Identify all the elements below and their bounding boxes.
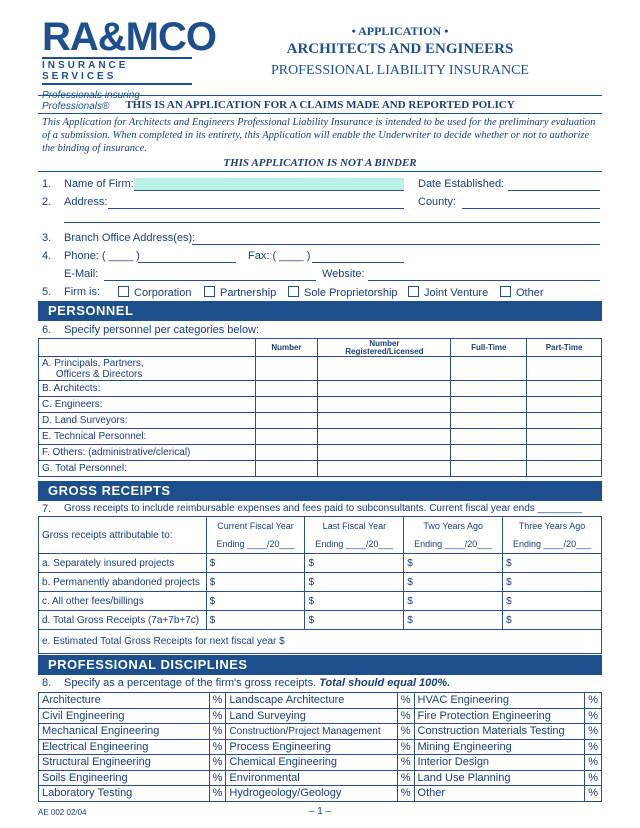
gross-receipts-table <box>38 516 602 654</box>
q4-number: 4. <box>42 250 52 262</box>
logo-wordmark: RA&MCO <box>42 15 216 59</box>
amount-cell[interactable]: $ <box>404 611 503 630</box>
fax-label: Fax: ( ____ ) <box>248 250 311 262</box>
amount-cell[interactable]: $ <box>503 573 602 592</box>
discipline-label: Landscape Architecture <box>226 693 397 709</box>
input-cell[interactable] <box>318 445 451 461</box>
checkbox-icon <box>500 286 511 297</box>
row-label: a. Separately insured projects <box>39 554 207 573</box>
page-number: – 1 – <box>308 806 332 817</box>
checkbox-icon <box>408 286 419 297</box>
percent-cell[interactable]: % <box>209 786 226 802</box>
percent-cell[interactable]: % <box>585 755 602 771</box>
branch-office-field[interactable] <box>192 244 600 245</box>
personnel-table <box>38 338 602 477</box>
discipline-label: Structural Engineering <box>39 755 210 771</box>
binder-divider <box>38 171 602 172</box>
percent-cell[interactable]: % <box>585 724 602 740</box>
discipline-label: Fire Protection Engineering <box>414 708 585 724</box>
header-divider <box>38 95 602 96</box>
checkbox-icon <box>204 286 215 297</box>
q7-number: 7. <box>42 503 52 515</box>
website-field[interactable] <box>368 280 600 281</box>
date-established-field[interactable] <box>508 190 600 191</box>
checkbox-icon <box>118 286 129 297</box>
input-cell[interactable] <box>451 397 527 413</box>
table-row <box>39 592 602 611</box>
input-cell[interactable] <box>318 429 451 445</box>
gross-instruction: Gross receipts to include reimbursable expenses and fees paid to subconsultants. Current fiscal year ends ________ <box>64 503 583 514</box>
amount-cell[interactable]: $ <box>503 611 602 630</box>
year-three-ago: Three Years Ago Ending ____/20___ <box>503 517 602 554</box>
discipline-label: Land Surveying <box>226 708 397 724</box>
personnel-header-blank <box>39 339 256 357</box>
discipline-label: Interior Design <box>414 755 585 771</box>
row-label: c. All other fees/billings <box>39 592 207 611</box>
discipline-label: Land Use Planning <box>414 770 585 786</box>
firm-option-corporation[interactable]: Corporation <box>118 286 191 299</box>
input-cell[interactable] <box>527 445 602 461</box>
firm-option-partnership[interactable]: Partnership <box>204 286 276 299</box>
firm-option-other[interactable]: Other <box>500 286 544 299</box>
percent-cell[interactable]: % <box>209 693 226 709</box>
disciplines-instruction: Specify as a percentage of the firm's gross receipts. Total should equal 100%. <box>64 677 451 689</box>
county-field[interactable] <box>462 208 600 209</box>
table-row <box>39 724 602 740</box>
table-row <box>39 381 602 397</box>
total-emphasis: Total should equal 100%. <box>319 677 451 689</box>
table-row <box>39 739 602 755</box>
q3-number: 3. <box>42 232 52 244</box>
input-cell[interactable] <box>527 381 602 397</box>
table-row <box>39 554 602 573</box>
col-part-time: Part-Time <box>527 339 602 357</box>
personnel-section-header: PERSONNEL <box>38 301 602 321</box>
discipline-label: Architecture <box>39 693 210 709</box>
col-registered: Number Registered/Licensed <box>318 339 451 357</box>
input-cell[interactable] <box>451 429 527 445</box>
amount-cell[interactable]: $ <box>305 611 404 630</box>
row-label: G. Total Personnel: <box>39 461 256 477</box>
percent-cell[interactable]: % <box>585 786 602 802</box>
percent-cell[interactable]: % <box>209 770 226 786</box>
firm-name-label: Name of Firm: <box>64 178 134 190</box>
table-row <box>39 413 602 429</box>
table-row <box>39 397 602 413</box>
input-cell[interactable] <box>451 357 527 381</box>
input-cell[interactable] <box>451 381 527 397</box>
table-row <box>39 611 602 630</box>
percent-cell[interactable]: % <box>397 724 414 740</box>
row-label: F. Others: (administrative/clerical) <box>39 445 256 461</box>
firm-option-joint-venture[interactable]: Joint Venture <box>408 286 488 299</box>
percent-cell[interactable]: % <box>397 770 414 786</box>
address-field[interactable] <box>108 208 404 209</box>
discipline-label: HVAC Engineering <box>414 693 585 709</box>
input-cell[interactable] <box>255 397 318 413</box>
percent-cell[interactable]: % <box>209 708 226 724</box>
phone-field[interactable] <box>138 262 236 263</box>
col-full-time: Full-Time <box>451 339 527 357</box>
amount-cell[interactable]: $ <box>206 611 305 630</box>
table-row <box>39 755 602 771</box>
q1-number: 1. <box>42 178 52 190</box>
q5-number: 5. <box>42 286 52 298</box>
discipline-label: Soils Engineering <box>39 770 210 786</box>
form-id: AE 002 02/04 <box>38 808 87 817</box>
form-title: ARCHITECTS AND ENGINEERS <box>286 41 514 57</box>
firm-type-label: Firm is: <box>64 286 101 298</box>
amount-cell[interactable]: $ <box>503 554 602 573</box>
percent-cell[interactable]: % <box>209 739 226 755</box>
percent-cell[interactable]: % <box>209 724 226 740</box>
input-cell[interactable] <box>318 397 451 413</box>
amount-cell[interactable]: $ <box>404 573 503 592</box>
amount-cell[interactable]: $ <box>305 592 404 611</box>
disciplines-table <box>38 692 602 802</box>
percent-cell[interactable]: % <box>585 739 602 755</box>
input-cell[interactable] <box>318 461 451 477</box>
percent-cell[interactable]: % <box>585 693 602 709</box>
email-field[interactable] <box>104 280 316 281</box>
percent-cell[interactable]: % <box>397 786 414 802</box>
input-cell[interactable] <box>255 445 318 461</box>
row-label: B. Architects: <box>39 381 256 397</box>
col-number: Number <box>255 339 318 357</box>
row-label: b. Permanently abandoned projects <box>39 573 207 592</box>
discipline-label: Mining Engineering <box>414 739 585 755</box>
discipline-label: Construction Materials Testing <box>414 724 585 740</box>
estimated-receipts[interactable]: e. Estimated Total Gross Receipts for next fiscal year $ <box>39 630 602 654</box>
firm-option-sole-proprietorship[interactable]: Sole Proprietorship <box>288 286 398 299</box>
input-cell[interactable] <box>451 445 527 461</box>
input-cell[interactable] <box>318 381 451 397</box>
headline-divider <box>38 113 602 114</box>
table-row <box>39 357 602 381</box>
q2-number: 2. <box>42 196 52 208</box>
disciplines-section-header: PROFESSIONAL DISCIPLINES <box>38 655 602 675</box>
amount-cell[interactable]: $ <box>206 573 305 592</box>
amount-cell[interactable]: $ <box>305 554 404 573</box>
table-row <box>39 630 602 654</box>
input-cell[interactable] <box>527 357 602 381</box>
discipline-label: Process Engineering <box>226 739 397 755</box>
phone-label: Phone: ( ____ ) <box>64 250 140 262</box>
row-label: d. Total Gross Receipts (7a+7b+7c) <box>39 611 207 630</box>
address-label: Address: <box>64 196 108 208</box>
row-label: E. Technical Personnel: <box>39 429 256 445</box>
amount-cell[interactable]: $ <box>206 554 305 573</box>
q8-number: 8. <box>42 677 52 689</box>
amount-cell[interactable]: $ <box>206 592 305 611</box>
input-cell[interactable] <box>451 461 527 477</box>
discipline-label: Other <box>414 786 585 802</box>
discipline-label: Electrical Engineering <box>39 739 210 755</box>
email-label: E-Mail: <box>64 268 99 280</box>
table-row <box>39 429 602 445</box>
date-established-label: Date Established: <box>418 178 505 190</box>
row-label: D. Land Surveyors: <box>39 413 256 429</box>
input-cell[interactable] <box>527 461 602 477</box>
address-field-line2[interactable] <box>64 222 600 223</box>
branch-office-label: Branch Office Address(es): <box>64 232 196 244</box>
table-row <box>39 786 602 802</box>
personnel-instruction: Specify personnel per categories below: <box>64 324 260 336</box>
input-cell[interactable] <box>318 357 451 381</box>
gross-header-row <box>39 517 602 554</box>
q6-number: 6. <box>42 324 52 336</box>
input-cell[interactable] <box>255 461 318 477</box>
table-row <box>39 461 602 477</box>
personnel-header-row <box>39 339 602 357</box>
input-cell[interactable] <box>255 429 318 445</box>
form-subtitle: PROFESSIONAL LIABILITY INSURANCE <box>271 63 529 78</box>
percent-cell[interactable]: % <box>585 708 602 724</box>
table-row <box>39 708 602 724</box>
logo-subtitle: INSURANCE SERVICES <box>42 57 192 85</box>
intro-paragraph: This Application for Architects and Engineers Professional Liability Insurance is intended to be used for the preliminary evaluation of a submission. When completed in its entirety, this Application will enable the Underwriter to decide whether or not to authorize the binding of insurance. <box>42 117 596 154</box>
input-cell[interactable] <box>451 413 527 429</box>
percent-cell[interactable]: % <box>585 770 602 786</box>
discipline-label: Mechanical Engineering <box>39 724 210 740</box>
percent-cell[interactable]: % <box>397 708 414 724</box>
input-cell[interactable] <box>527 413 602 429</box>
input-cell[interactable] <box>527 397 602 413</box>
gross-receipts-section-header: GROSS RECEIPTS <box>38 481 602 501</box>
table-row <box>39 693 602 709</box>
discipline-label: Civil Engineering <box>39 708 210 724</box>
not-a-binder: THIS APPLICATION IS NOT A BINDER <box>223 157 417 169</box>
attributable-label: Gross receipts attributable to: <box>39 517 207 554</box>
input-cell[interactable] <box>255 381 318 397</box>
discipline-label: Construction/Project Management <box>226 724 397 740</box>
year-last: Last Fiscal Year Ending ____/20___ <box>305 517 404 554</box>
discipline-label: Hydrogeology/Geology <box>226 786 397 802</box>
discipline-label: Laboratory Testing <box>39 786 210 802</box>
amount-cell[interactable]: $ <box>404 592 503 611</box>
amount-cell[interactable]: $ <box>503 592 602 611</box>
website-label: Website: <box>322 268 365 280</box>
amount-cell[interactable]: $ <box>305 573 404 592</box>
checkbox-icon <box>288 286 299 297</box>
application-label: • APPLICATION • <box>351 24 449 38</box>
table-row <box>39 770 602 786</box>
input-cell[interactable] <box>255 413 318 429</box>
discipline-label: Chemical Engineering <box>226 755 397 771</box>
firm-name-field[interactable] <box>134 178 404 191</box>
input-cell[interactable] <box>318 413 451 429</box>
percent-cell[interactable]: % <box>397 739 414 755</box>
input-cell[interactable] <box>255 357 318 381</box>
row-label: C. Engineers: <box>39 397 256 413</box>
company-logo <box>42 15 216 112</box>
year-current: Current Fiscal Year Ending ____/20___ <box>206 517 305 554</box>
row-label: A. Principals, Partners, Officers & Directors <box>39 357 256 381</box>
discipline-label: Environmental <box>226 770 397 786</box>
year-two-ago: Two Years Ago Ending ____/20___ <box>404 517 503 554</box>
fax-field[interactable] <box>312 262 404 263</box>
county-label: County: <box>418 196 456 208</box>
input-cell[interactable] <box>527 429 602 445</box>
percent-cell[interactable]: % <box>397 755 414 771</box>
table-row <box>39 573 602 592</box>
percent-cell[interactable]: % <box>397 693 414 709</box>
percent-cell[interactable]: % <box>209 755 226 771</box>
amount-cell[interactable]: $ <box>404 554 503 573</box>
tagline: Professionals insuring Professionals® <box>42 90 140 112</box>
table-row <box>39 445 602 461</box>
claims-made-headline: THIS IS AN APPLICATION FOR A CLAIMS MADE AND REPORTED POLICY <box>125 99 515 111</box>
